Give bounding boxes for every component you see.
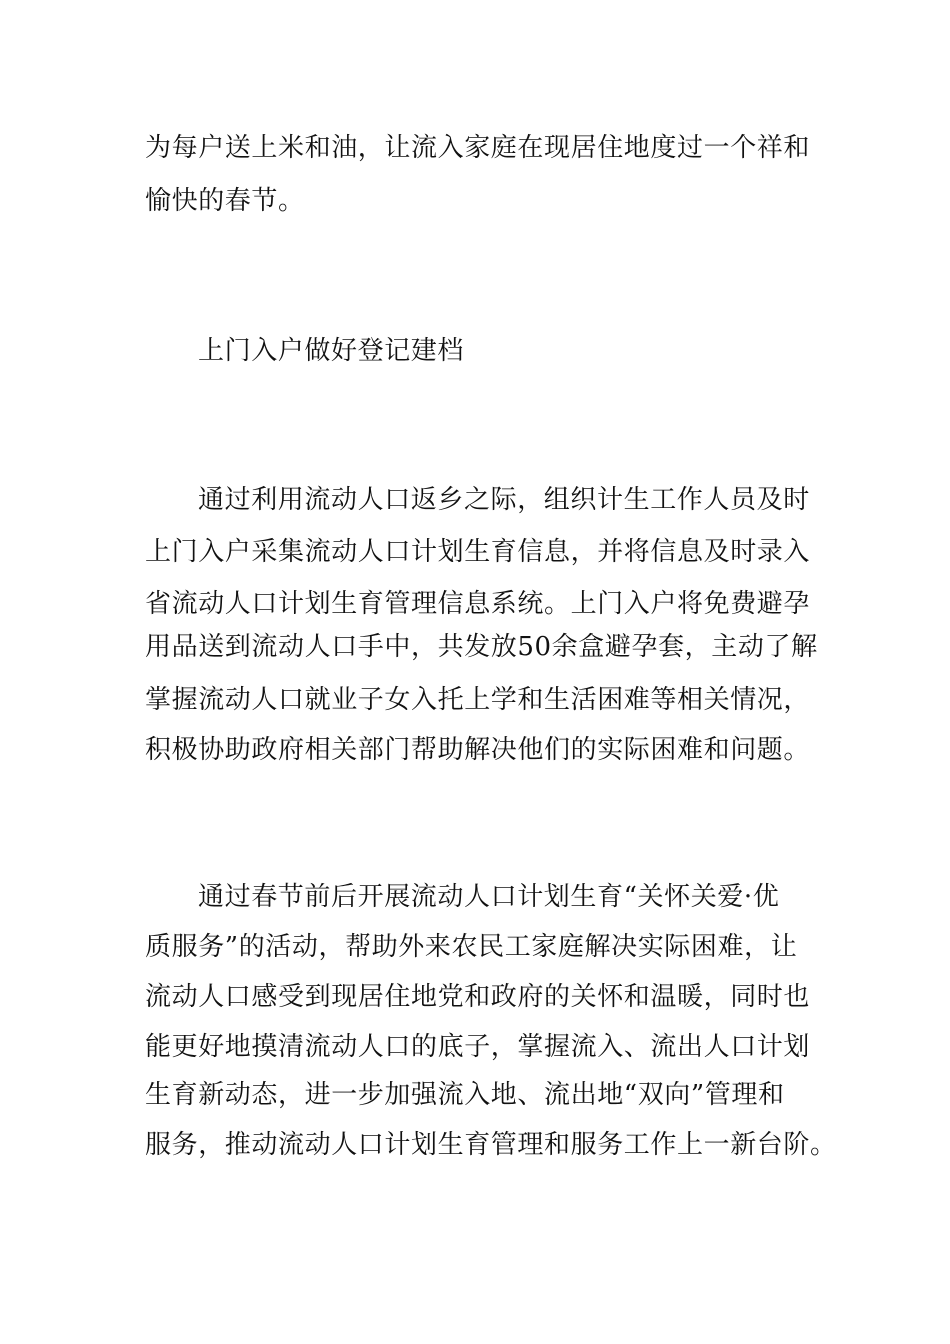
section-heading: 上门入户做好登记建档: [198, 336, 465, 366]
paragraph-line: 通过春节前后开展流动人口计划生育“关怀关爱·优: [198, 882, 780, 912]
paragraph-line: 服务，推动流动人口计划生育管理和服务工作上一新台阶。: [145, 1130, 837, 1160]
paragraph-line: 省流动人口计划生育管理信息系统。上门入户将免费避孕: [145, 589, 811, 619]
paragraph-line: 流动人口感受到现居住地党和政府的关怀和温暖，同时也: [145, 982, 811, 1012]
paragraph-line: 为每户送上米和油，让流入家庭在现居住地度过一个祥和: [145, 133, 811, 163]
paragraph-line: 质服务”的活动，帮助外来农民工家庭解决实际困难，让: [145, 932, 798, 962]
paragraph-line: 愉快的春节。: [145, 186, 305, 216]
paragraph-line: 通过利用流动人口返乡之际，组织计生工作人员及时: [198, 485, 810, 515]
paragraph-line: 积极协助政府相关部门帮助解决他们的实际困难和问题。: [145, 735, 811, 765]
paragraph-line: 上门入户采集流动人口计划生育信息，并将信息及时录入: [145, 537, 811, 567]
paragraph-line: 用品送到流动人口手中，共发放50余盒避孕套，主动了解: [145, 632, 818, 662]
paragraph-line: 生育新动态，进一步加强流入地、流出地“双向”管理和: [145, 1080, 785, 1110]
paragraph-line: 掌握流动人口就业子女入托上学和生活困难等相关情况，: [145, 685, 811, 715]
paragraph-line: 能更好地摸清流动人口的底子，掌握流入、流出人口计划: [145, 1032, 811, 1062]
